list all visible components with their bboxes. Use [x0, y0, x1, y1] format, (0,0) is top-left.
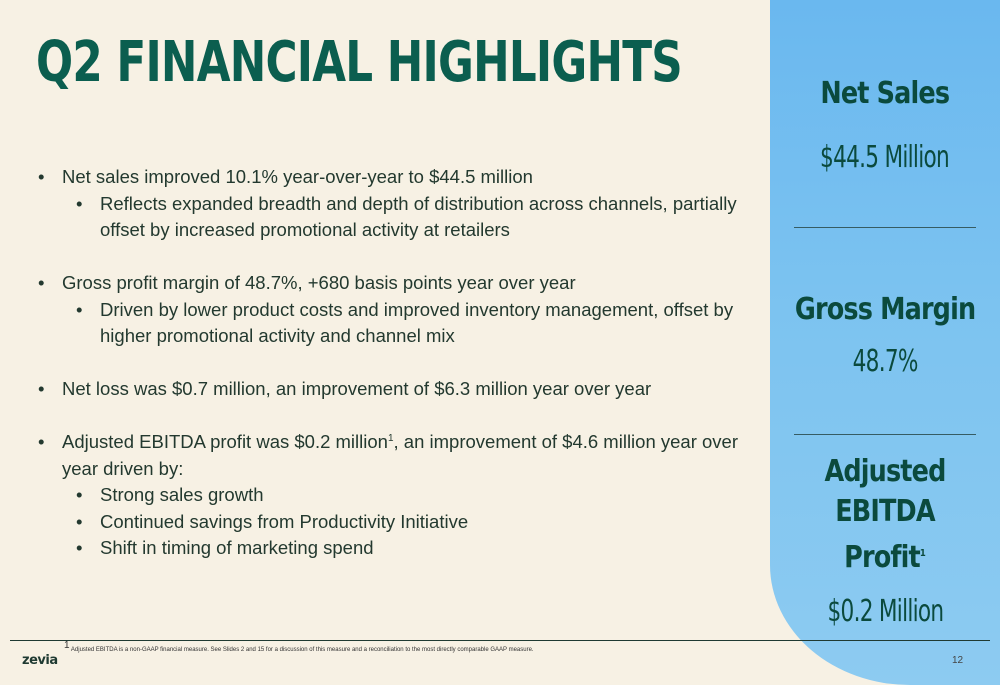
- page-title: [36, 28, 682, 98]
- net-sales-label: Net Sales: [820, 76, 950, 111]
- bullet-adjusted-ebitda: [38, 429, 738, 482]
- footnote: $^1$ Adjusted EBITDA is a non-GAAP financial measure. See Slides 2 and 15 for a discussion of this measure and a reconciliation to the most directly comparable GAAP measure.: [64, 640, 534, 653]
- bullet-text: Strong sales growth: [100, 484, 264, 505]
- gross-margin-value: 48.7%: [852, 344, 918, 379]
- gross-margin-block: [770, 290, 1000, 382]
- net-sales-value: $44.5 Million: [820, 140, 950, 175]
- bullet-marker: •: [76, 298, 83, 320]
- bullet-net-loss: [38, 376, 738, 403]
- bullet-marker: •: [38, 431, 45, 452]
- metrics-panel: [770, 0, 1000, 685]
- ebitda-label-line2: Profit$^1$: [844, 540, 926, 575]
- bullet-marker: •: [38, 378, 45, 399]
- gross-margin-label: Gross Margin: [794, 292, 976, 327]
- footer-divider: [10, 640, 990, 641]
- highlights-list: [38, 164, 738, 562]
- zevia-logo: zevia: [22, 653, 58, 668]
- bullet-marker: •: [76, 192, 83, 214]
- divider: [794, 227, 976, 228]
- net-sales-block: [770, 74, 1000, 178]
- ebitda-label-line1: Adjusted EBITDA: [824, 454, 946, 529]
- bullet-text: Net sales improved 10.1% year-over-year to $44.5 million: [62, 166, 533, 187]
- bullet-text: Shift in timing of marketing spend: [100, 537, 374, 558]
- bullet-text: Adjusted EBITDA profit was $0.2 million$^1$, an improvement of $4.6 million year over year driven by:: [62, 431, 738, 479]
- bullet-marker: •: [76, 510, 83, 532]
- sub-bullet-productivity: [38, 509, 738, 536]
- footnote-ref: 1: [920, 548, 926, 559]
- bullet-marker: •: [76, 537, 83, 558]
- ebitda-value: $0.2 Million: [827, 594, 943, 629]
- sub-bullet-sales-growth: [38, 482, 738, 509]
- title-text: FINANCIAL HIGHLIGHTS: [116, 30, 682, 95]
- bullet-text: Gross profit margin of 48.7%, +680 basis points year over year: [62, 272, 576, 293]
- bullet-text: Driven by lower product costs and improved inventory management, offset by higher promotional activity and channel mix: [100, 298, 734, 346]
- sub-bullet-distribution: [38, 191, 738, 244]
- bullet-text: Continued savings from Productivity Initiative: [100, 510, 469, 532]
- bullet-text: Reflects expanded breadth and depth of distribution across channels, partially offset by increased promotional activity at retailers: [100, 192, 737, 240]
- ebitda-block: [770, 452, 1000, 632]
- bullet-gross-margin: [38, 270, 738, 297]
- page-number: 12: [952, 655, 964, 666]
- bullet-marker: •: [38, 272, 45, 293]
- sub-bullet-marketing: [38, 535, 738, 562]
- sub-bullet-product-costs: [38, 297, 738, 350]
- bullet-marker: •: [76, 484, 83, 505]
- footnote-ref: 1: [387, 432, 394, 444]
- divider: [794, 434, 976, 435]
- bullet-marker: •: [38, 166, 45, 187]
- bullet-net-sales: [38, 164, 738, 191]
- bullet-text: Net loss was $0.7 million, an improvement of $6.3 million year over year: [62, 378, 652, 399]
- title-prefix: Q2: [36, 30, 102, 95]
